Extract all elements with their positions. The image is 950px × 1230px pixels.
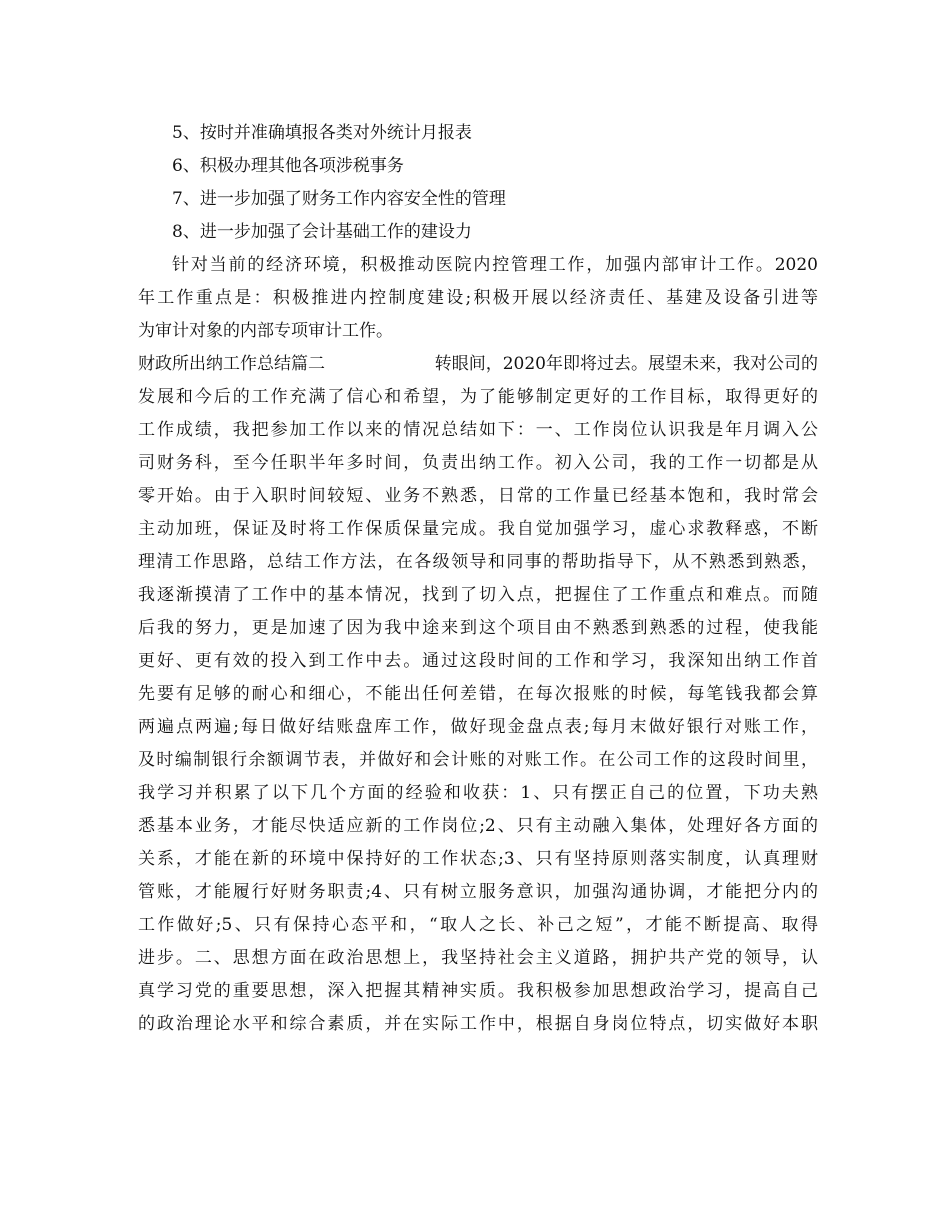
body-line: 关系，才能在新的环境中保持好的工作状态;3、只有坚持原则落实制度，认真理财 [138,849,818,869]
body-line: 悉基本业务，才能尽快适应新的工作岗位;2、只有主动融入集体，处理好各方面的 [138,816,818,836]
body-line: 我学习并积累了以下几个方面的经验和收获：1、只有摆正自己的位置，下功夫熟 [138,783,818,803]
body-line: 更好、更有效的投入到工作中去。通过这段时间的工作和学习，我深知出纳工作首 [138,651,818,671]
list-item-5: 5、按时并准确填报各类对外统计月报表 [172,123,472,143]
body-line: 后我的努力，更是加速了因为我中途来到这个项目由不熟悉到熟悉的过程，使我能 [138,618,818,638]
body-line: 发展和今后的工作充满了信心和希望，为了能够制定更好的工作目标，取得更好的 [138,387,818,407]
body-line: 管账，才能履行好财务职责;4、只有树立服务意识，加强沟通协调，才能把分内的 [138,882,818,902]
body-line: 先要有足够的耐心和细心，不能出任何差错，在每次报账的时候，每笔钱我都会算 [138,684,818,704]
document-body [138,117,818,1041]
list-item-7: 7、进一步加强了财务工作内容安全性的管理 [172,189,506,209]
body-line: 工作做好;5、只有保持心态平和，“取人之长、补己之短”，才能不断提高、取得 [138,915,818,935]
body-line: 真学习党的重要思想，深入把握其精神实质。我积极参加思想政治学习，提高自己 [138,981,818,1001]
section-heading: 财政所出纳工作总结篇二 [138,354,325,374]
body-line: 我逐渐摸清了工作中的基本情况，找到了切入点，把握住了工作重点和难点。而随 [138,585,818,605]
body-line: 工作成绩，我把参加工作以来的情况总结如下：一、工作岗位认识我是年月调入公 [138,420,818,440]
paragraph-line: 年工作重点是：积极推进内控制度建设;积极开展以经济责任、基建及设备引进等 [138,288,818,308]
paragraph-line: 针对当前的经济环境，积极推动医院内控管理工作，加强内部审计工作。2020 [172,255,818,275]
paragraph-line: 为审计对象的内部专项审计工作。 [138,321,393,341]
body-line: 司财务科，至今任职半年多时间，负责出纳工作。初入公司，我的工作一切都是从 [138,453,818,473]
body-line: 两遍点两遍;每日做好结账盘库工作，做好现金盘点表;每月末做好银行对账工作， [138,717,818,737]
list-item-8: 8、进一步加强了会计基础工作的建设力 [172,222,472,242]
body-line: 理清工作思路，总结工作方法，在各级领导和同事的帮助指导下，从不熟悉到熟悉， [138,552,818,572]
body-line: 的政治理论水平和综合素质，并在实际工作中，根据自身岗位特点，切实做好本职 [138,1014,818,1034]
body-line: 及时编制银行余额调节表，并做好和会计账的对账工作。在公司工作的这段时间里， [138,750,818,770]
body-line: 进步。二、思想方面在政治思想上，我坚持社会主义道路，拥护共产党的领导，认 [138,948,818,968]
section-heading-line [138,348,818,381]
list-item-6: 6、积极办理其他各项涉税事务 [172,156,404,176]
body-line: 主动加班，保证及时将工作保质保量完成。我自觉加强学习，虚心求教释惑，不断 [138,519,818,539]
section-first-line-text: 转眼间，2020年即将过去。展望未来，我对公司的 [434,354,818,374]
body-line: 零开始。由于入职时间较短、业务不熟悉，日常的工作量已经基本饱和，我时常会 [138,486,818,506]
